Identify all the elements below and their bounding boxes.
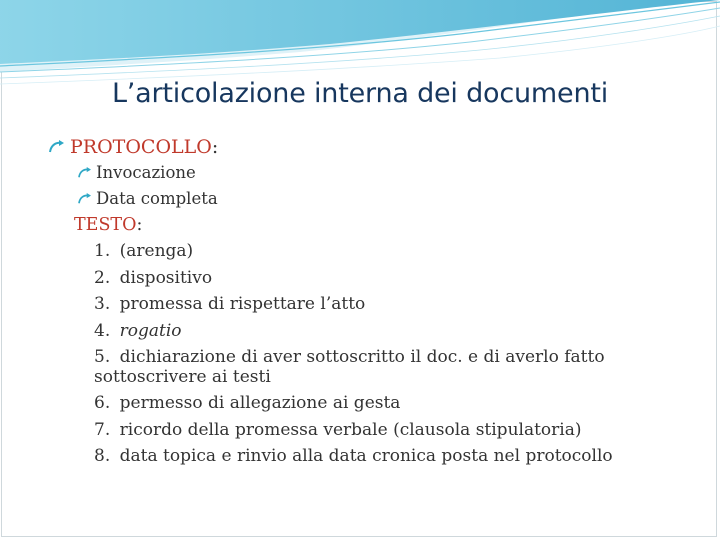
item-text: dichiarazione di aver sottoscritto il doc. e di averlo fatto bbox=[119, 347, 605, 367]
testo-item bbox=[44, 344, 704, 390]
protocollo-heading bbox=[44, 134, 704, 160]
testo-heading bbox=[44, 212, 704, 238]
item-text-continuation: sottoscrivere ai testi bbox=[94, 367, 271, 387]
protocollo-item bbox=[44, 186, 704, 212]
slide-title: L’articolazione interna dei documenti bbox=[111, 78, 609, 109]
testo-item bbox=[44, 291, 704, 318]
item-text: rogatio bbox=[119, 320, 182, 341]
protocollo-item-text: Invocazione bbox=[96, 163, 196, 182]
testo-item bbox=[44, 417, 704, 444]
item-text: promessa di rispettare l’atto bbox=[119, 294, 366, 314]
testo-item bbox=[44, 443, 704, 470]
testo-item bbox=[44, 390, 704, 417]
item-number: 4. bbox=[94, 320, 111, 341]
item-number: 2. bbox=[94, 267, 111, 288]
protocollo-colon: : bbox=[211, 136, 219, 158]
protocollo-label: PROTOCOLLO bbox=[70, 136, 212, 158]
testo-item bbox=[44, 318, 704, 345]
testo-item bbox=[44, 265, 704, 292]
curved-arrow-bullet-icon bbox=[74, 160, 96, 186]
item-text: (arenga) bbox=[119, 241, 194, 261]
item-text: dispositivo bbox=[119, 267, 213, 288]
item-number: 5. bbox=[94, 347, 111, 367]
item-number: 7. bbox=[94, 419, 111, 440]
item-text: ricordo della promessa verbale (clausola stipulatoria) bbox=[119, 419, 582, 440]
item-number: 6. bbox=[94, 393, 111, 413]
protocollo-item-text: Data completa bbox=[96, 189, 218, 208]
testo-item bbox=[44, 238, 704, 265]
slide-content bbox=[44, 134, 704, 470]
protocollo-item bbox=[44, 160, 704, 186]
item-text: permesso di allegazione ai gesta bbox=[119, 393, 401, 413]
testo-colon: : bbox=[136, 215, 143, 235]
testo-label: TESTO bbox=[74, 215, 137, 235]
curved-arrow-bullet-icon bbox=[46, 134, 68, 160]
item-number: 3. bbox=[94, 294, 111, 314]
item-number: 1. bbox=[94, 241, 111, 261]
item-number: 8. bbox=[94, 446, 111, 466]
item-text: data topica e rinvio alla data cronica posta nel protocollo bbox=[119, 446, 613, 466]
curved-arrow-bullet-icon bbox=[74, 186, 96, 212]
